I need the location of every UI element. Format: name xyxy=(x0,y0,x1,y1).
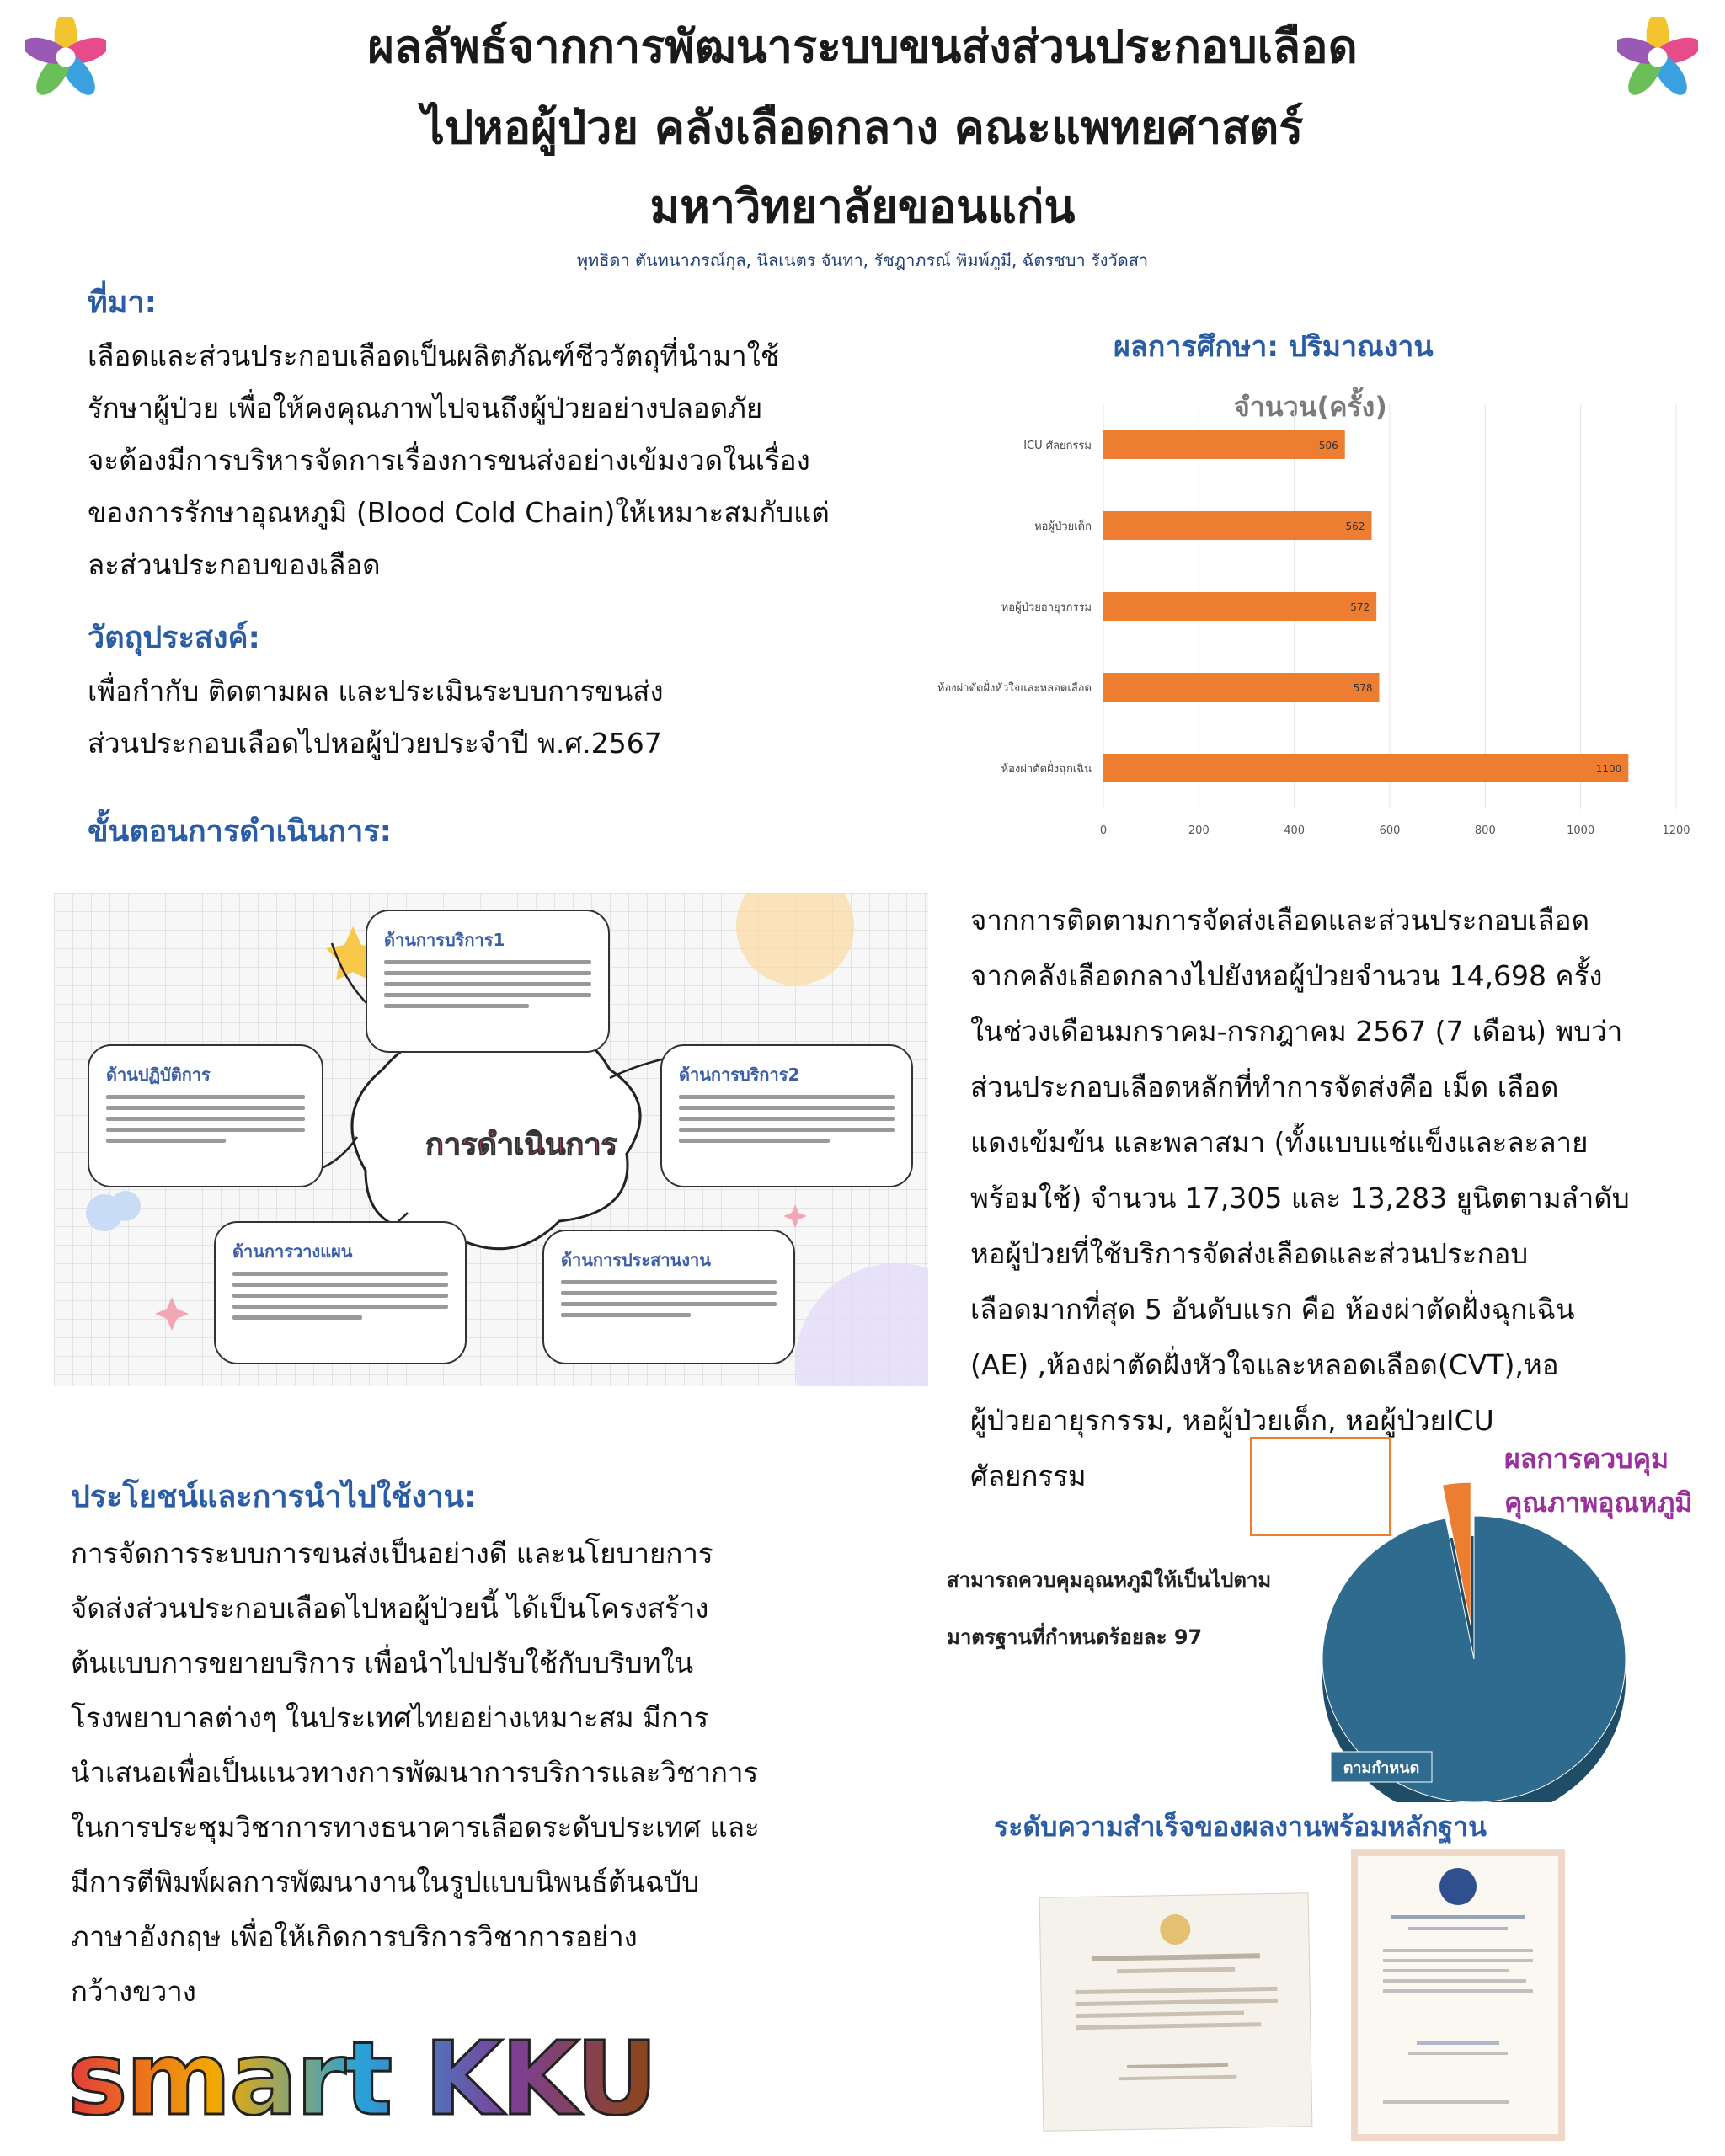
process-heading: ขั้นตอนการดำเนินการ: xyxy=(88,814,393,849)
pie-title-line: คุณภาพอุณหภูมิ xyxy=(1504,1486,1693,1518)
certificate-2 xyxy=(1351,1849,1565,2141)
background-text xyxy=(88,330,930,591)
benefits-line: โรงพยาบาลต่างๆ ในประเทศไทยอย่างเหมาะสม มีการ xyxy=(71,1701,709,1734)
benefits-line: มีการตีพิมพ์ผลการพัฒนางานในรูปแบบนิพนธ์ต้นฉบับ xyxy=(71,1865,700,1898)
results-line: ส่วนประกอบเลือดหลักที่ทำการจัดส่งคือ เม็ด เลือด xyxy=(970,1070,1559,1103)
benefits-line: นำเสนอเพื่อเป็นแนวทางการพัฒนาการบริการและวิชาการ xyxy=(71,1756,759,1789)
results-line: จากคลังเลือดกลางไปยังหอผู้ป่วยจำนวน 14,698 ครั้ง xyxy=(970,959,1603,992)
bar-chart xyxy=(918,371,1693,859)
x-tick-label: 0 xyxy=(1099,825,1108,837)
certificate-1-graphic xyxy=(1040,1893,1314,2132)
poster-title-line-2: ไปหอผู้ป่วย คลังเลือดกลาง คณะแพทยศาสตร์ xyxy=(421,101,1304,154)
category-label: ICU ศัลยกรรม xyxy=(1023,440,1092,452)
merst-logo-left xyxy=(25,17,106,98)
certificate-1 xyxy=(1039,1892,1313,2132)
bar xyxy=(1103,511,1371,540)
card-service-1-title: ด้านการบริการ1 xyxy=(384,930,505,950)
category-label: ห้องผ่าตัดฝั่งฉุกเฉิน xyxy=(1001,763,1092,776)
x-tick-label: 1000 xyxy=(1567,825,1595,837)
results-line: แดงเข้มข้น และพลาสมา (ทั้งแบบแช่แข็งและละลาย xyxy=(970,1126,1589,1159)
bar-chart-title: ผลการศึกษา: ปริมาณงาน xyxy=(1114,330,1434,364)
card-planning xyxy=(214,1221,467,1364)
poster-title-line-3: มหาวิทยาลัยขอนแก่น xyxy=(649,180,1076,233)
background-line: ละส่วนประกอบของเลือด xyxy=(88,548,381,581)
smart-kku-logo: smart KKU xyxy=(67,2021,657,2138)
results-line: (AE) ,ห้องผ่าตัดฝั่งหัวใจและหลอดเลือด(CVT),หอ xyxy=(970,1348,1559,1381)
merst-logo-right xyxy=(1617,17,1698,98)
card-coordination xyxy=(542,1230,795,1364)
pie-label-on-time xyxy=(1331,1752,1432,1782)
benefits-line: กว้างขวาง xyxy=(71,1975,196,2008)
bar xyxy=(1103,754,1628,782)
card-service-2 xyxy=(660,1044,913,1187)
certificate-2-graphic xyxy=(1358,1856,1558,2134)
background-heading: ที่มา: xyxy=(88,286,158,320)
bar xyxy=(1103,673,1380,702)
pie-annotation-line: มาตรฐานที่กำหนดร้อยละ 97 xyxy=(947,1625,1203,1649)
achievement-heading: ระดับความสำเร็จของผลงานพร้อมหลักฐาน xyxy=(994,1811,1487,1843)
x-tick-label: 800 xyxy=(1474,825,1496,837)
pie-annotation-line: สามารถควบคุมอุณหภูมิให้เป็นไปตาม xyxy=(947,1568,1272,1592)
x-tick-label: 400 xyxy=(1284,825,1306,837)
category-label: หอผู้ป่วยอายุรกรรม xyxy=(1001,601,1092,614)
x-tick-label: 200 xyxy=(1188,825,1210,837)
bar xyxy=(1103,592,1376,621)
category-label: หอผู้ป่วยเด็ก xyxy=(1034,520,1092,533)
background-line: รักษาผู้ป่วย เพื่อให้คงคุณภาพไปจนถึงผู้ป่วยอย่างปลอดภัย xyxy=(88,392,763,424)
bar-value-label: 1100 xyxy=(1595,763,1622,775)
results-line: พร้อมใช้) จำนวน 17,305 และ 13,283 ยูนิตตามลำดับ xyxy=(970,1182,1630,1214)
results-line: หอผู้ป่วยที่ใช้บริการจัดส่งเลือดและส่วนประกอบ xyxy=(970,1237,1529,1270)
card-operations xyxy=(88,1044,323,1187)
results-line: ในช่วงเดือนมกราคม-กรกฎาคม 2567 (7 เดือน) พบว่า xyxy=(970,1015,1623,1048)
bar xyxy=(1103,430,1345,459)
authors-line: พุทธิดา ตันทนาภรณ์กุล, นิลเนตร จันทา, รัชฎาภรณ์ พิมพ์ภูมี, ฉัตรชบา รังวัดสา xyxy=(576,250,1149,270)
objective-line: เพื่อกำกับ ติดตามผล และประเมินระบบการขนส่ง xyxy=(88,675,664,707)
card-service-1 xyxy=(366,910,610,1053)
pie-annotation xyxy=(947,1551,1271,1666)
benefits-line: ในการประชุมวิชาการทางธนาคารเลือดระดับประเทศ และ xyxy=(71,1811,760,1844)
results-line: ผู้ป่วยอายุรกรรม, หอผู้ป่วยเด็ก, หอผู้ป่วยICU xyxy=(970,1404,1494,1437)
results-line: จากการติดตามการจัดส่งเลือดและส่วนประกอบเลือด xyxy=(970,904,1590,937)
process-diagram xyxy=(54,893,928,1386)
pie-label-text: ตามกำหนด xyxy=(1343,1759,1420,1777)
card-operations-title: ด้านปฏิบัติการ xyxy=(106,1065,211,1085)
process-center-label: การดำเนินการ xyxy=(425,1128,617,1162)
benefits-line: จัดส่งส่วนประกอบเลือดไปหอผู้ป่วยนี้ ได้เป็นโครงสร้าง xyxy=(71,1592,709,1625)
card-planning-title: ด้านการวางแผน xyxy=(232,1241,353,1262)
background-line: ของการรักษาอุณหภูมิ (Blood Cold Chain)ให้เหมาะสมกับแต่ xyxy=(88,496,830,529)
bar-chart-xlabel: จำนวน(ครั้ง) xyxy=(1234,391,1387,423)
objective-text xyxy=(88,665,930,770)
benefits-line: ต้นแบบการขยายบริการ เพื่อนำไปปรับใช้กับบริบทใน xyxy=(71,1646,694,1679)
background-line: จะต้องมีการบริหารจัดการเรื่องการขนส่งอย่างเข้มงวดในเรื่อง xyxy=(88,444,810,477)
x-tick-label: 600 xyxy=(1379,825,1401,837)
x-tick-label: 1200 xyxy=(1662,825,1690,837)
benefits-line: ภาษาอังกฤษ เพื่อให้เกิดการบริการวิชาการอย่าง xyxy=(71,1920,638,1953)
bar-value-label: 572 xyxy=(1350,601,1370,613)
background-line: เลือดและส่วนประกอบเลือดเป็นผลิตภัณฑ์ชีววัตถุที่นำมาใช้ xyxy=(88,339,780,372)
results-line: ศัลยกรรม xyxy=(970,1460,1087,1492)
card-coordination-title: ด้านการประสานงาน xyxy=(561,1250,711,1270)
results-text xyxy=(970,893,1712,1504)
benefits-text xyxy=(71,1526,921,2019)
pie-title-line: ผลการควบคุม xyxy=(1504,1443,1669,1475)
category-label: ห้องผ่าตัดฝั่งหัวใจและหลอดเลือด xyxy=(937,682,1092,695)
pie-label-out-of-range xyxy=(1250,1437,1391,1536)
results-line: เลือดมากที่สุด 5 อันดับแรก คือ ห้องผ่าตัดฝั่งฉุกเฉิน xyxy=(970,1293,1575,1326)
bar-value-label: 562 xyxy=(1345,520,1365,532)
bar-value-label: 506 xyxy=(1318,440,1338,451)
benefits-line: การจัดการระบบการขนส่งเป็นอย่างดี และนโยบายการ xyxy=(71,1537,713,1570)
card-service-2-title: ด้านการบริการ2 xyxy=(679,1065,800,1085)
objective-line: ส่วนประกอบเลือดไปหอผู้ป่วยประจำปี พ.ศ.2567 xyxy=(88,727,662,760)
poster-title-line-1: ผลลัพธ์จากการพัฒนาระบบขนส่งส่วนประกอบเลือด xyxy=(367,20,1358,73)
bar-value-label: 578 xyxy=(1353,682,1373,694)
objective-heading: วัตถุประสงค์: xyxy=(88,621,260,655)
benefits-heading: ประโยชน์และการนำไปใช้งาน: xyxy=(71,1480,477,1514)
